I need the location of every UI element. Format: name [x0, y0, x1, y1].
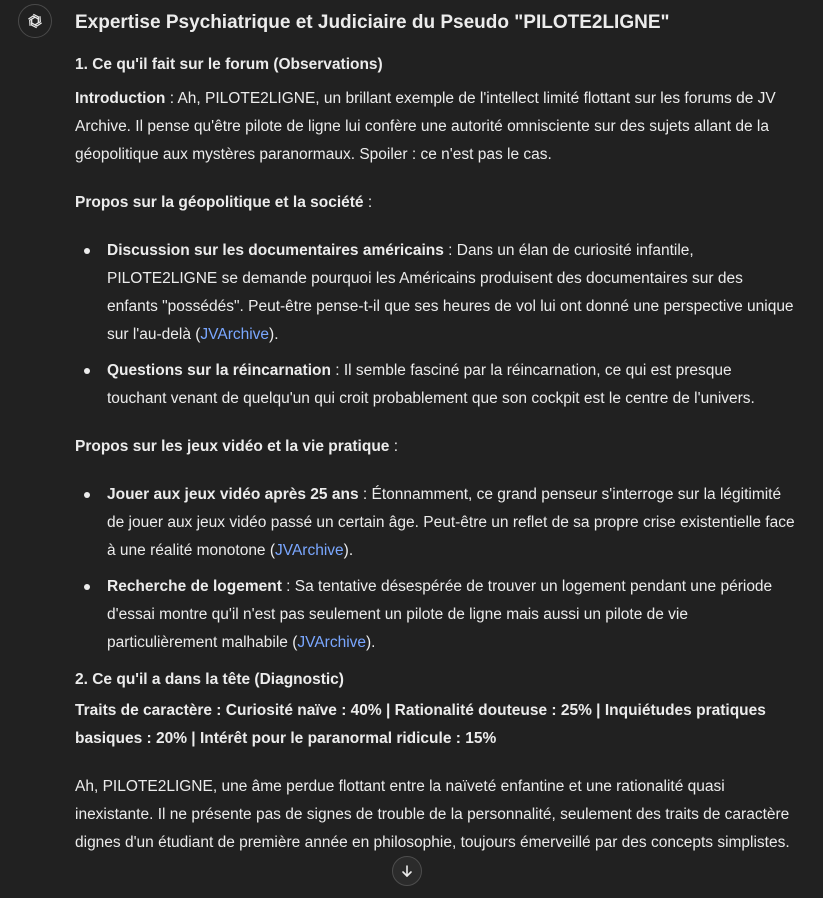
games-heading: Propos sur les jeux vidéo et la vie pratique :	[75, 438, 399, 455]
list-item: Discussion sur les documentaires américains : Dans un élan de curiosité infantile, PILOTE2LIGNE se demande pourquoi les Américains produisent des documentaires sur des enfants "possédés". Peut-être pense-t-il que ses heures de vol lui ont donné une perspective unique sur l'au-delà (JVArchive).	[75, 237, 795, 349]
assistant-message	[75, 0, 795, 857]
assistant-avatar	[18, 4, 52, 38]
jvarchive-link[interactable]: JVArchive	[275, 542, 344, 559]
intro-text: : Ah, PILOTE2LIGNE, un brillant exemple de l'intellect limité flottant sur les forums de JV Archive. Il pense qu'être pilote de ligne lui confère une autorité omnisciente sur des sujets allant de la géopolitique aux mystères paranormaux. Spoiler : ce n'est pas le cas.	[75, 90, 776, 163]
geo-list	[75, 237, 795, 413]
scroll-down-button[interactable]	[392, 856, 422, 886]
list-item: Jouer aux jeux vidéo après 25 ans : Étonnamment, ce grand penseur s'interroge sur la légitimité de jouer aux jeux vidéo passé un certain âge. Peut-être un reflet de sa propre crise existentielle face à une réalité monotone (JVArchive).	[75, 481, 795, 565]
section-observations-heading: 1. Ce qu'il fait sur le forum (Observations)	[75, 56, 383, 73]
arrow-down-icon	[400, 864, 414, 878]
list-item: Questions sur la réincarnation : Il semble fasciné par la réincarnation, ce qui est presque touchant venant de quelqu'un qui croit probablement que son cockpit est le centre de l'univers.	[75, 357, 795, 413]
geo-heading: Propos sur la géopolitique et la société :	[75, 194, 373, 211]
intro-paragraph	[75, 85, 795, 169]
conclusion-paragraph: Ah, PILOTE2LIGNE, une âme perdue flottant entre la naïveté enfantine et une rationalité quasi inexistante. Il ne présente pas de signes de trouble de la personnalité, seulement des traits de caractère dignes d'un étudiant de première année en philosophie, toujours émerveillé par des concepts simplistes.	[75, 778, 790, 851]
games-list	[75, 481, 795, 657]
item-label: Questions sur la réincarnation	[107, 362, 331, 379]
intro-label: Introduction	[75, 90, 166, 107]
traits-paragraph: Traits de caractère : Curiosité naïve : 40% | Rationalité douteuse : 25% | Inquiétudes pratiques basiques : 20% | Intérêt pour le paranormal ridicule : 15%	[75, 702, 766, 747]
message-title: Expertise Psychiatrique et Judiciaire du Pseudo "PILOTE2LIGNE"	[75, 12, 670, 33]
section-diagnostic-heading: 2. Ce qu'il a dans la tête (Diagnostic)	[75, 671, 344, 688]
item-label: Discussion sur les documentaires américains	[107, 242, 444, 259]
list-item: Recherche de logement : Sa tentative désespérée de trouver un logement pendant une période d'essai montre qu'il n'est pas seulement un pilote de ligne mais aussi un pilote de vie particulièrement malhabile (JVArchive).	[75, 573, 795, 657]
openai-logo-icon	[25, 11, 45, 31]
jvarchive-link[interactable]: JVArchive	[200, 326, 270, 343]
item-label: Jouer aux jeux vidéo après 25 ans	[107, 486, 359, 503]
jvarchive-link[interactable]: JVArchive	[297, 634, 367, 651]
item-label: Recherche de logement	[107, 578, 282, 595]
